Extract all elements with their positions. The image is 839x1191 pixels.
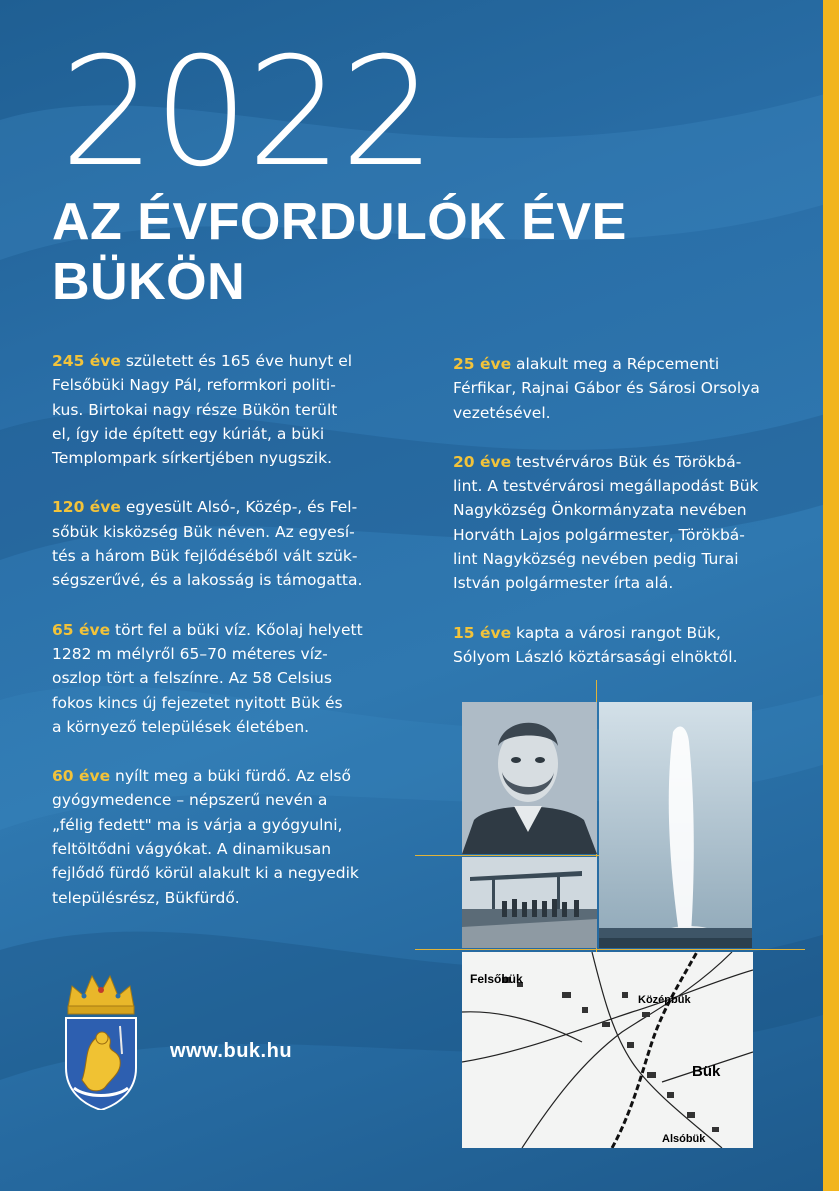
entry-line: testvérváros Bük és Törökbá-	[511, 452, 742, 471]
entry-line: nyílt meg a büki fürdő. Az első	[110, 767, 351, 786]
anniversary-entry	[453, 450, 783, 596]
entry-line: vezetésével.	[453, 403, 551, 422]
bath-photo	[462, 857, 597, 948]
title-year: 2022	[60, 26, 434, 200]
map-label-buk: Bük	[692, 1063, 721, 1080]
collage-divider-horizontal	[415, 949, 805, 950]
entry-line: Sólyom László köztársasági elnöktől.	[453, 647, 738, 666]
headline	[52, 192, 672, 312]
entry-line: oszlop tört a felszínre. Az 58 Celsius	[52, 669, 332, 688]
anniversary-year: 60 éve	[52, 767, 111, 786]
coat-of-arms-icon	[62, 968, 140, 1110]
anniversary-entry	[52, 495, 382, 592]
entry-line: Felsőbüki Nagy Pál, reformkori politi-	[52, 376, 336, 395]
gold-side-bar	[823, 0, 839, 1191]
entry-line: Nagyközség Önkormányzata nevében	[453, 501, 747, 520]
entry-line: Horváth Lajos polgármester, Törökbá-	[453, 525, 745, 544]
map-image	[462, 952, 753, 1148]
anniversary-entry	[453, 621, 783, 670]
map-label-kozepbuk: Középbük	[638, 994, 691, 1006]
anniversary-year: 20 éve	[453, 452, 512, 471]
entry-line: fejlődő fürdő körül alakult ki a negyedik	[52, 864, 359, 883]
map-label-alsobuk: Alsóbük	[662, 1133, 706, 1145]
entry-line: gyógymedence – népszerű nevén a	[52, 791, 328, 810]
entry-line: 1282 m mélyről 65–70 méteres víz-	[52, 644, 328, 663]
collage-divider-horizontal	[415, 855, 600, 856]
anniversary-year: 245 éve	[52, 352, 121, 370]
right-text-column	[453, 352, 783, 694]
entry-line: tört fel a büki víz. Kőolaj helyett	[110, 620, 363, 639]
entry-line: lint. A testvérvárosi megállapodást Bük	[453, 477, 759, 496]
entry-line: feltöltődni vágyókat. A dinamikusan	[52, 840, 332, 859]
entry-line: alakult meg a Répcementi	[511, 355, 720, 373]
anniversary-entry	[52, 349, 382, 470]
entry-line: kus. Birtokai nagy része Bükön terült	[52, 400, 338, 419]
geyser-photo	[599, 702, 752, 948]
entry-line: született és 165 éve hunyt el	[120, 352, 353, 370]
headline-line-2: BÜKÖN	[52, 253, 246, 311]
entry-line: a környező települések életében.	[52, 717, 310, 736]
map-label-felsobuk: Felsőbük	[470, 972, 523, 986]
anniversary-year: 120 éve	[52, 498, 121, 517]
entry-line: Templompark sírkertjében nyugszik.	[52, 449, 333, 468]
entry-line: lint Nagyközség nevében pedig Turai	[453, 550, 739, 569]
anniversary-year: 25 éve	[453, 355, 512, 373]
entry-line: kapta a városi rangot Bük,	[511, 623, 721, 642]
entry-line: Férfikar, Rajnai Gábor és Sárosi Orsolya	[453, 379, 760, 398]
portrait-photo	[462, 702, 597, 854]
entry-line: egyesült Alsó-, Közép-, és Fel-	[120, 498, 358, 517]
website-url[interactable]: www.buk.hu	[170, 1040, 293, 1062]
left-text-column	[52, 349, 382, 935]
anniversary-entry	[453, 352, 783, 425]
headline-line-1: AZ ÉVFORDULÓK ÉVE	[52, 193, 627, 251]
entry-line: tés a három Bük fejlődéséből vált szük-	[52, 547, 358, 566]
anniversary-year: 15 éve	[453, 623, 512, 642]
entry-line: „félig fedett" ma is várja a gyógyulni,	[52, 815, 343, 834]
anniversary-entry	[52, 618, 382, 739]
entry-line: ségszerűvé, és a lakosság is támogatta.	[52, 571, 363, 590]
entry-line: településrész, Bükfürdő.	[52, 888, 240, 907]
anniversary-entry	[52, 764, 382, 910]
entry-line: el, így ide épített egy kúriát, a büki	[52, 424, 325, 443]
entry-line: István polgármester írta alá.	[453, 574, 674, 593]
entry-line: fokos kincs új fejezetet nyitott Bük és	[52, 693, 343, 712]
entry-line: sőbük kisközség Bük néven. Az egyesí-	[52, 522, 355, 541]
anniversary-year: 65 éve	[52, 620, 111, 639]
